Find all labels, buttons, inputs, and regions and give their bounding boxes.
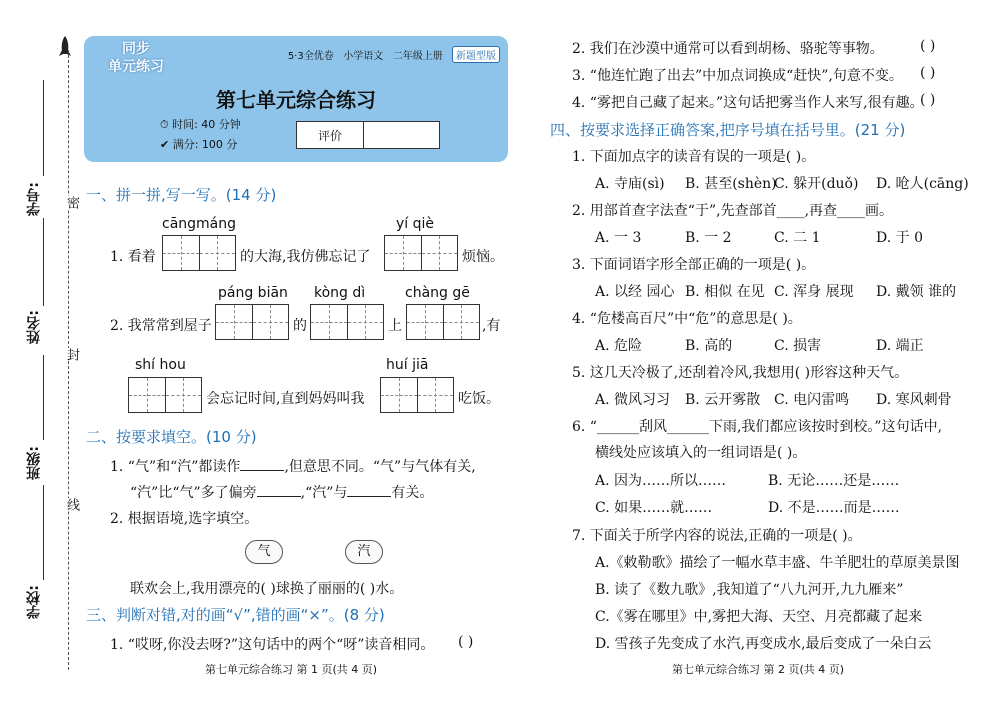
cut-mark-feng: 封 <box>64 348 79 361</box>
pinyin-shihou: shí hou <box>135 357 186 373</box>
q2-option-c[interactable]: C. 二 1 <box>774 230 821 246</box>
q2-stem: 2. 用部首查字法查“于”,先查部首____,再查____画。 <box>572 203 894 219</box>
q1-option-c[interactable]: C. 躲开(duǒ) <box>774 176 859 192</box>
q6-option-b[interactable]: B. 无论……还是…… <box>768 473 900 489</box>
tianzige-huijia[interactable] <box>380 377 454 413</box>
blank-radical[interactable] <box>257 482 301 497</box>
section-2-title: 二、按要求填空。(10 分) <box>86 428 257 446</box>
q7-option-c[interactable]: C.《雾在哪里》中,雾把大海、天空、月亮都藏了起来 <box>595 609 923 625</box>
s2-q2-sentence: 联欢会上,我用漂亮的( )球换了丽丽的( )水。 <box>130 581 404 597</box>
q2-option-d[interactable]: D. 于 0 <box>876 230 923 246</box>
name-field[interactable] <box>43 218 44 306</box>
q4-option-d[interactable]: D. 端正 <box>876 338 924 354</box>
q5-option-d[interactable]: D. 寒风刺骨 <box>876 392 952 408</box>
id-label: 学号: <box>26 182 42 216</box>
q5-option-c[interactable]: C. 电闪雷鸣 <box>774 392 850 408</box>
q3-option-b[interactable]: B. 相似 在见 <box>685 284 765 300</box>
q2-de: 的 <box>293 318 307 334</box>
q2-shang: 上 <box>388 318 402 334</box>
score-text: 满分: 100 分 <box>172 138 238 151</box>
pinyin-changge: chàng gē <box>405 285 470 301</box>
section-4-title: 四、按要求选择正确答案,把序号填在括号里。(21 分) <box>550 121 906 139</box>
s2-q1-e: 有关。 <box>391 485 434 501</box>
tianzige-shihou[interactable] <box>128 377 202 413</box>
s2-q1-c: “汽”比“气”多了偏旁 <box>130 485 257 501</box>
pinyin-cangmang: cāngmáng <box>162 216 237 232</box>
q7-option-d[interactable]: D. 雪孩子先变成了水汽,再变成水,最后变成了一朵白云 <box>595 636 932 652</box>
blank-related[interactable] <box>347 482 391 497</box>
s2-q2: 2. 根据语境,选字填空。 <box>110 511 259 527</box>
s3-q4: 4. “雾把自己藏了起来。”这句话把雾当作人来写,很有趣。 <box>572 95 924 111</box>
char-bubble-qi-water: 汽 <box>345 540 383 564</box>
pinyin-pangbian: páng biān <box>218 285 288 301</box>
tianzige-yiqie[interactable] <box>384 235 458 271</box>
time-info: ⏱ 时间: 40 分钟 <box>160 118 241 131</box>
q1-prefix: 1. 看着 <box>110 249 156 265</box>
s3-q2: 2. 我们在沙漠中通常可以看到胡杨、骆驼等事物。 <box>572 41 884 57</box>
q5-option-a[interactable]: A. 微风习习 <box>595 392 671 408</box>
q3-option-c[interactable]: C. 浑身 展现 <box>774 284 854 300</box>
q3-middle: 会忘记时间,直到妈妈叫我 <box>206 391 365 407</box>
evaluation-box <box>296 121 440 149</box>
q1-stem: 1. 下面加点字的读音有误的一项是( )。 <box>572 149 816 165</box>
pinyin-kongdi: kòng dì <box>314 285 366 301</box>
badge-line2: 单元练习 <box>108 59 164 75</box>
subject: 小学语文 <box>343 51 384 62</box>
rocket-icon <box>58 36 72 60</box>
q2-you: ,有 <box>482 318 501 334</box>
page-footer-2: 第七单元综合练习 第 2 页(共 4 页) <box>672 663 845 676</box>
s2-q1-line2 <box>130 482 433 502</box>
tianzige-pangbian[interactable] <box>215 304 289 340</box>
school-field[interactable] <box>43 485 44 580</box>
q3-option-a[interactable]: A. 以经 园心 <box>595 284 675 300</box>
evaluation-label: 评价 <box>317 129 342 143</box>
section-3-title: 三、判断对错,对的画“√”,错的画“×”。(8 分) <box>86 606 385 624</box>
pinyin-huijia: huí jiā <box>386 357 429 373</box>
q1-option-a[interactable]: A. 寺庙(sì) <box>595 176 665 192</box>
series-name: 5·3全优卷 <box>287 51 334 62</box>
s3-q2-answer[interactable]: ( ) <box>920 38 936 54</box>
s3-q4-answer[interactable]: ( ) <box>920 92 936 108</box>
q2-option-b[interactable]: B. 一 2 <box>685 230 732 246</box>
badge-line1: 同步 <box>122 41 150 57</box>
s2-q1-line1 <box>110 456 476 476</box>
id-field[interactable] <box>43 80 44 176</box>
q5-stem: 5. 这几天冷极了,还刮着冷风,我想用( )形容这种天气。 <box>572 365 909 381</box>
q4-option-b[interactable]: B. 高的 <box>685 338 733 354</box>
cut-mark-xian: 线 <box>64 498 79 511</box>
q2-option-a[interactable]: A. 一 3 <box>595 230 642 246</box>
grade: 二年级上册 <box>392 51 443 62</box>
s3-q3: 3. “他连忙跑了出去”中加点词换成“赶快”,句意不变。 <box>572 68 903 84</box>
score-info: ✔ 满分: 100 分 <box>160 138 238 151</box>
s2-q1-d: ,“汽”与 <box>300 485 348 501</box>
q6-option-c[interactable]: C. 如果……就…… <box>595 500 713 516</box>
q7: 7. 下面关于所学内容的说法,正确的一项是( )。 <box>572 528 862 544</box>
q4-stem: 4. “危楼高百尺”中“危”的意思是( )。 <box>572 311 802 327</box>
q3-option-d[interactable]: D. 戴领 谁的 <box>876 284 957 300</box>
tianzige-kongdi[interactable] <box>310 304 384 340</box>
name-label: 姓名: <box>26 310 42 344</box>
sync-badge <box>96 40 176 80</box>
s2-q1-a: 1. “气”和“汽”都读作 <box>110 459 241 475</box>
q4-option-a[interactable]: A. 危险 <box>595 338 643 354</box>
q6-line2: 横线处应该填入的一组词语是( )。 <box>595 445 807 461</box>
q1-option-b[interactable]: B. 甚至(shèn) <box>685 176 777 192</box>
q3-suffix: 吃饭。 <box>458 391 500 407</box>
cut-mark-mi: 密 <box>64 196 79 209</box>
tianzige-changge[interactable] <box>406 304 480 340</box>
class-label: 班级: <box>26 446 42 480</box>
section-1-title: 一、拼一拼,写一写。(14 分) <box>86 186 277 204</box>
pinyin-yiqie: yí qiè <box>396 216 435 232</box>
q6-option-a[interactable]: A. 因为……所以…… <box>595 473 727 489</box>
tianzige-cangmang[interactable] <box>162 235 236 271</box>
s2-q1-b: ,但意思不同。“气”与气体有关, <box>284 459 476 475</box>
time-text: 时间: 40 分钟 <box>172 118 241 131</box>
worksheet-header <box>84 36 508 162</box>
page-footer-1: 第七单元综合练习 第 1 页(共 4 页) <box>205 663 378 676</box>
q3-stem: 3. 下面词语字形全部正确的一项是( )。 <box>572 257 816 273</box>
q5-option-b[interactable]: B. 云开雾散 <box>685 392 761 408</box>
new-type-badge: 新题型版 <box>452 46 500 63</box>
q7-option-a[interactable]: A.《敕勒歌》描绘了一幅水草丰盛、牛羊肥壮的草原美景图 <box>595 555 960 571</box>
q6-option-d[interactable]: D. 不是……而是…… <box>768 500 900 516</box>
char-bubble-qi: 气 <box>245 540 283 564</box>
s3-q1: 1. “哎呀,你没去呀?”这句话中的两个“呀”读音相同。 <box>110 637 435 653</box>
q1-middle: 的大海,我仿佛忘记了 <box>240 249 371 265</box>
q6-line1: 6. “______刮风______下雨,我们都应该按时到校。”这句话中, <box>572 419 943 435</box>
series-info <box>288 46 500 63</box>
s3-q3-answer[interactable]: ( ) <box>920 65 936 81</box>
page-title: 第七单元综合练习 <box>216 88 376 112</box>
q7-option-b[interactable]: B. 读了《数九歌》,我知道了“八九河开,九九雁来” <box>595 582 904 598</box>
q1-suffix: 烦恼。 <box>462 249 504 265</box>
class-field[interactable] <box>43 355 44 440</box>
q4-option-c[interactable]: C. 损害 <box>774 338 822 354</box>
q1-option-d[interactable]: D. 呛人(cāng) <box>876 176 969 192</box>
q2-prefix: 2. 我常常到屋子 <box>110 318 212 334</box>
school-label: 学校: <box>26 585 42 619</box>
s3-q1-answer[interactable]: ( ) <box>458 634 474 650</box>
blank-pronunciation[interactable] <box>240 456 284 471</box>
